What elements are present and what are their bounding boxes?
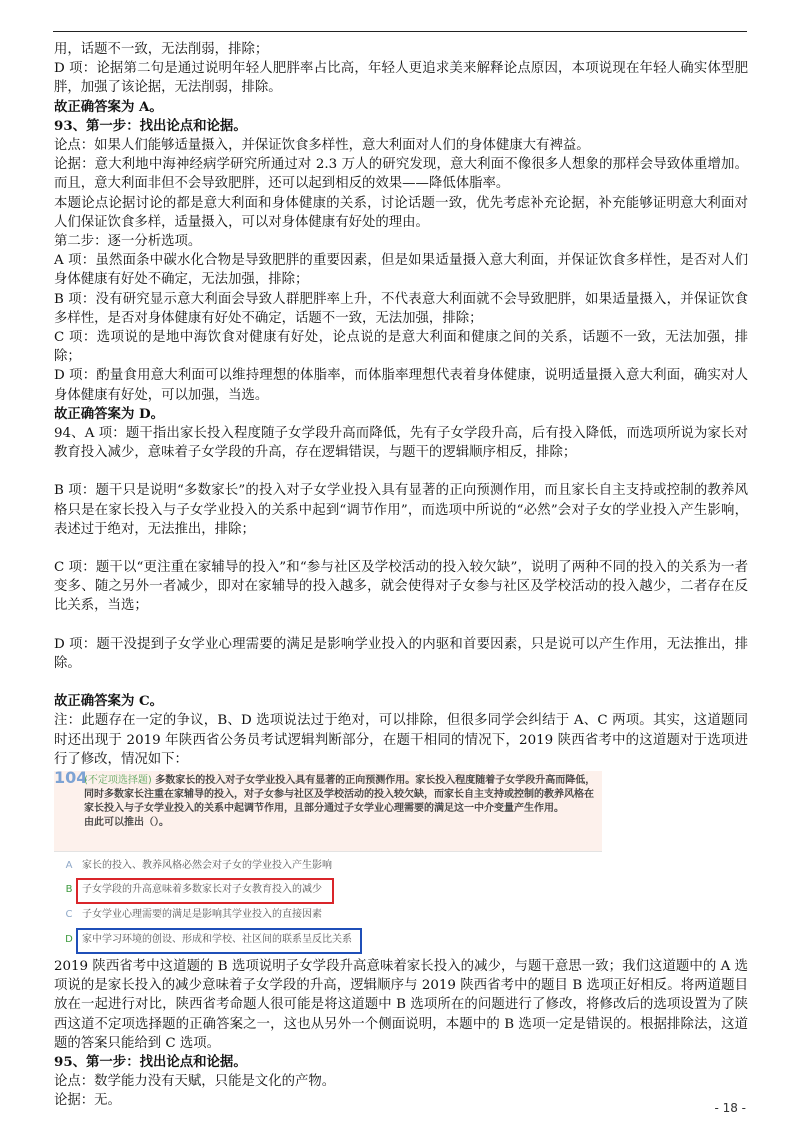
page-number: - 18 - — [714, 1101, 746, 1115]
paragraph: 第二步：逐一分析选项。 — [54, 234, 202, 250]
option-key: D — [65, 933, 73, 945]
answer-line: 故正确答案为 A。 — [54, 98, 163, 115]
question-heading — [54, 1053, 748, 1072]
highlight-box-red — [76, 878, 334, 904]
paragraph: C 项：题干以“更注重在家辅导的投入”和“参与社区及学校活动的投入较欠缺”，说明了两种不同的投入的关系为一者变多、随之另外一者减少，即对在家辅导的投入越多，就会使得对子女参与社区及学校活动的投入越少，二者存在反比关系，当选； — [54, 560, 748, 614]
header-rule — [53, 31, 747, 32]
option-key: B — [65, 883, 73, 895]
question-step: 95、第一步：找出论点和论据。 — [54, 1053, 247, 1070]
paragraph: 本题论点论据讨论的都是意大利面和身体健康的关系，讨论话题一致，优先考虑补充论据，补充能够证明意大利面对人们保证饮食多样，适量摄入，可以对身体健康有好处的理由。 — [54, 195, 748, 230]
option-text: 子女学段的升高意味着多数家长对子女教育投入的减少 — [82, 883, 322, 895]
paragraph: D 项：题干没提到子女学业心理需要的满足是影响学业投入的内驱和首要因素，只是说可以产生作用，无法推出，排除。 — [54, 636, 748, 671]
page-body — [54, 40, 748, 1111]
highlight-box-blue — [76, 928, 362, 954]
paragraph: C 项：选项说的是地中海饮食对健康有好处，论点说的是意大利面和健康之间的关系，话题不一致，无法加强，排除； — [54, 330, 748, 365]
question-stem — [84, 774, 596, 830]
option-text: 家长的投入、教养风格必然会对子女的学业投入产生影响 — [82, 859, 332, 871]
paragraph: 注：此题存在一定的争议，B、D 选项说法过于绝对，可以排除，但很多同学会纠结于 A、C 两项。其实，这道题同时还出现于 2019 年陕西省公务员考试逻辑判断部分，在题干相同的情况下，2019 陕西省考中的这道题对于选项进行了修改，情况如下： — [54, 713, 748, 767]
paragraph: B 项：没有研究显示意大利面会导致人群肥胖率上升，不代表意大利面就不会导致肥胖，如果适量摄入，并保证饮食多样性，是否对身体健康有好处不确定，话题不一致，无法加强，排除； — [54, 291, 748, 326]
question-number: 104 — [54, 767, 88, 787]
paragraph: D 项：酌量食用意大利面可以维持理想的体脂率，而体脂率理想代表着身体健康，说明适量摄入意大利面，确实对人身体健康有好处，可以加强，当选。 — [54, 368, 748, 403]
paragraph: D 项：论据第二句是通过说明年轻人肥胖率占比高，年轻人更追求美来解释论点原因，本项说现在年轻人确实体型肥胖，加强了该论据，无法削弱，排除。 — [54, 61, 748, 96]
option-a — [56, 859, 596, 873]
question-ask: 由此可以推出（）。 — [84, 816, 169, 828]
option-c — [56, 908, 596, 922]
question-heading — [54, 117, 748, 136]
paragraph: 论据：无。 — [54, 1093, 121, 1109]
option-key: C — [65, 908, 73, 920]
question-panel — [54, 767, 602, 852]
paragraph: 94、A 项：题干指出家长投入程度随子女学段升高而降低，先有子女学段升高，后有投入降低，而选项所说为家长对教育投入减少，意味着子女学段的升高，存在逻辑错误，与题干的逻辑顺序相反，排除； — [54, 426, 748, 461]
question-stem-text: 多数家长的投入对子女学业投入具有显著的正向预测作用。家长投入程度随着子女学段升高而降低，同时多数家长注重在家辅导的投入，对子女参与社区及学校活动的投入较欠缺，而家长自主支持或控制的教养风格在家长投入与子女学业投入的关系中起调节作用，且部分通过子女学业心理需要的满足这一中介变量产生作用。 — [84, 774, 596, 814]
option-text: 子女学业心理需要的满足是影响其学业投入的直接因素 — [82, 908, 322, 920]
option-text: 家中学习环境的创设、形成和学校、社区间的联系呈反比关系 — [82, 933, 352, 945]
exam-question-screenshot — [54, 767, 602, 955]
question-type-tag: (不定项选择题) — [84, 774, 152, 786]
paragraph: 2019 陕西省考中这道题的 B 选项说明子女学段升高意味着家长投入的减少，与题干意思一致；我们这道题中的 A 选项说的是家长投入的减少意味着子女学段的升高，逻辑顺序与 2019 陕西省考中的题目 B 选项正好相反。将两道题目放在一起进行对比，陕西省考命题人很可能是将这道题中 B 选项所在的问题进行了修改，将修改后的选项设置为了陕西这道不定项选择题的正确答案之一，这也从另外一个侧面说明，本题中的 B 选项一定是错误的。根据排除法，这道题的答案只能给到 C 选项。 — [54, 958, 748, 1051]
option-key: A — [65, 859, 73, 871]
answer-line: 故正确答案为 C。 — [54, 693, 164, 710]
paragraph: A 项：虽然面条中碳水化合物是导致肥胖的重要因素，但是如果适量摄入意大利面，并保证饮食多样性，是否对人们身体健康有好处不确定，无法加强，排除； — [54, 253, 748, 288]
paragraph: 论点：数学能力没有天赋，只能是文化的产物。 — [54, 1074, 336, 1090]
paragraph: 论点：如果人们能够适量摄入，并保证饮食多样性，意大利面对人们的身体健康大有裨益。 — [54, 138, 590, 154]
paragraph: 论据：意大利地中海神经病学研究所通过对 2.3 万人的研究发现，意大利面不像很多人想象的那样会导致体重增加。而且，意大利面非但不会导致肥胖，还可以起到相反的效果——降低体脂率。 — [54, 157, 748, 192]
paragraph: 用，话题不一致，无法削弱，排除； — [54, 42, 269, 57]
answer-line: 故正确答案为 D。 — [54, 405, 165, 422]
question-step: 93、第一步：找出论点和论据。 — [54, 117, 247, 134]
paragraph: B 项：题干只是说明“多数家长”的投入对子女学业投入具有显著的正向预测作用，而且家长自主支持或控制的教养风格只是在家长投入与子女学业投入的关系中起到“调节作用”，而选项中所说的“必然”会对子女的学业投入产生影响，表述过于绝对，无法推出，排除； — [54, 483, 748, 537]
